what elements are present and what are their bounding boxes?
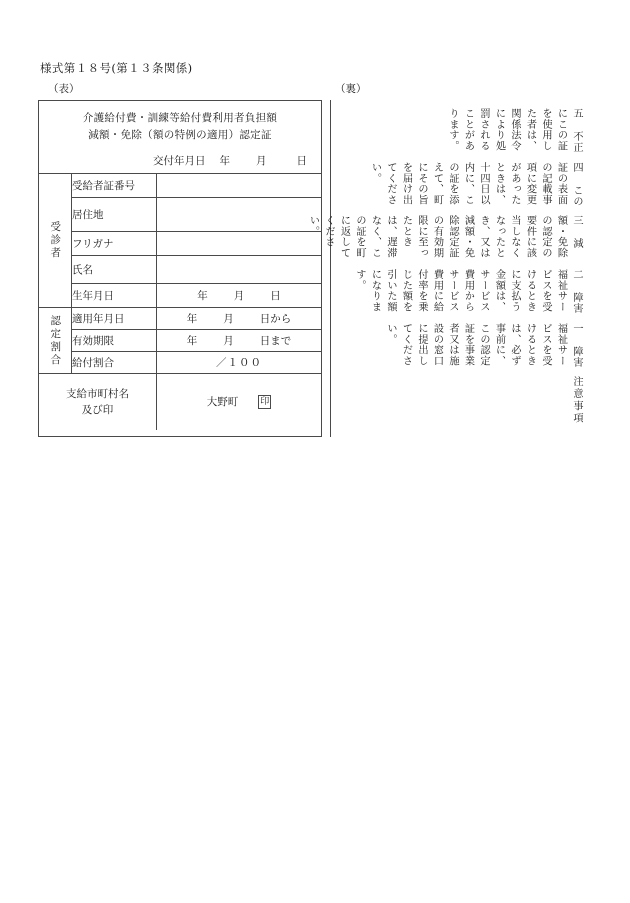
valid-until-day: 日まで bbox=[259, 335, 292, 347]
notice-item-3-number: 三 bbox=[571, 215, 582, 228]
apply-date-value[interactable] bbox=[157, 308, 322, 330]
table-row bbox=[39, 256, 321, 284]
birthdate-day: 日 bbox=[270, 290, 281, 302]
furigana-value[interactable] bbox=[157, 232, 322, 256]
table-row bbox=[39, 374, 321, 430]
seal-stamp-icon: 印 bbox=[260, 397, 270, 408]
birthdate-value[interactable] bbox=[157, 284, 322, 308]
name-value[interactable] bbox=[157, 256, 322, 284]
certificate-front-card bbox=[38, 100, 322, 437]
birthdate-year: 年 bbox=[197, 290, 208, 302]
municipality-label-line-1: 支給市町村名 bbox=[66, 387, 129, 400]
notice-item-1-text: 障害福祉サービスを受けるときは、必ず事前に、この認定証を事業者又は施設の窓口に提出してください。 bbox=[385, 322, 582, 368]
valid-until-label: 有効期限 bbox=[72, 330, 157, 352]
benefit-ratio-value[interactable] bbox=[157, 352, 322, 374]
table-row bbox=[39, 232, 321, 256]
recipient-group-label: 受診者 bbox=[39, 174, 72, 308]
back-side-label: （裏） bbox=[335, 83, 367, 95]
furigana-label: フリガナ bbox=[72, 232, 157, 256]
issue-date-year: 年 bbox=[219, 155, 230, 167]
notice-item-1 bbox=[305, 323, 584, 377]
table-row bbox=[39, 352, 321, 374]
notice-item-2 bbox=[305, 269, 584, 323]
apply-date-day: 日から bbox=[259, 313, 292, 325]
valid-until-value[interactable] bbox=[157, 330, 322, 352]
certificate-fields-table bbox=[39, 173, 321, 430]
recipient-number-boxes[interactable] bbox=[157, 174, 322, 198]
valid-until-year: 年 bbox=[186, 335, 198, 347]
table-row bbox=[39, 174, 321, 198]
apply-date-year: 年 bbox=[186, 313, 198, 325]
notice-vertical-text-block bbox=[302, 108, 584, 430]
table-row bbox=[39, 330, 321, 352]
residence-value[interactable] bbox=[157, 198, 322, 232]
notice-item-4-number: 四 bbox=[571, 161, 582, 174]
certificate-title-line-1: 介護給付費・訓練等給付費利用者負担額 bbox=[82, 112, 278, 124]
issue-date-day: 日 bbox=[296, 155, 307, 167]
certificate-title-line-2: 減額・免除（額の特例の適用）認定証 bbox=[88, 129, 272, 141]
birthdate-label: 生年月日 bbox=[72, 284, 157, 308]
notice-item-5-text: 不正にこの証を使用した者は、関係法令により処罰されることがあります。 bbox=[447, 108, 582, 153]
form-number-heading: 様式第１８号(第１３条関係) bbox=[40, 61, 193, 75]
issue-date-row bbox=[39, 153, 307, 168]
certificate-back-card bbox=[307, 100, 592, 437]
notice-item-5-number: 五 bbox=[571, 108, 582, 121]
notice-item-5 bbox=[305, 108, 584, 162]
valid-until-month: 月 bbox=[223, 335, 234, 347]
municipality-label-line-2: 及び印 bbox=[81, 403, 114, 416]
benefit-ratio-text: ／１００ bbox=[216, 357, 262, 369]
municipality-value-cell[interactable] bbox=[157, 374, 322, 430]
certification-group-label: 認定割合 bbox=[39, 308, 72, 374]
notice-item-3 bbox=[305, 215, 584, 269]
recipient-number-label: 受給者証番号 bbox=[72, 174, 157, 198]
notice-heading: 注意事項 bbox=[571, 376, 582, 426]
municipality-label bbox=[39, 374, 157, 430]
certificate-title-block bbox=[39, 101, 321, 173]
notice-item-2-number: 二 bbox=[571, 269, 582, 282]
apply-date-month: 月 bbox=[223, 313, 234, 325]
table-row bbox=[39, 198, 321, 232]
notice-item-3-text: 減額・免除の認定の要件に該当しなくなったとき、又は減額・免除認定証の有効期限に至ったときは、遅滞なく、この証を町に返してください。 bbox=[307, 215, 582, 259]
name-label: 氏名 bbox=[72, 256, 157, 284]
benefit-ratio-label: 給付割合 bbox=[72, 352, 157, 374]
residence-label: 居住地 bbox=[72, 198, 157, 232]
table-row bbox=[39, 308, 321, 330]
birthdate-month: 月 bbox=[233, 290, 245, 302]
notice-item-2-text: 障害福祉サービスを受けるときに支払う金額は、サービス費用からサービス費用に給付率を乗じた額を引いた額になります。 bbox=[354, 269, 582, 314]
notice-item-4-text: この証の表面の記載事項に変更があったときは、十四日以内に、この証を添えて、町にその旨を届け出てください。 bbox=[369, 161, 582, 207]
notice-item-4 bbox=[305, 162, 584, 216]
issue-date-label: 交付年月日 bbox=[153, 155, 206, 167]
municipality-name: 大野町 bbox=[206, 396, 239, 409]
apply-date-label: 適用年月日 bbox=[72, 308, 157, 330]
table-row bbox=[39, 284, 321, 308]
front-side-label: （表） bbox=[48, 83, 80, 95]
issue-date-month: 月 bbox=[256, 155, 267, 167]
notice-item-1-number: 一 bbox=[571, 322, 582, 335]
